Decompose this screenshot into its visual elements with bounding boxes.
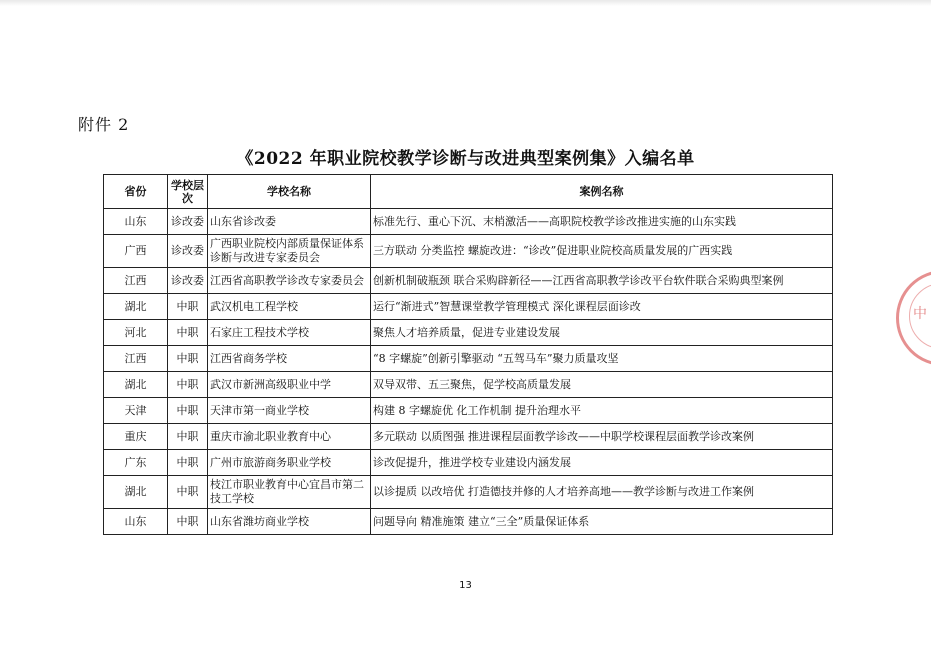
cell-case: 多元联动 以质图强 推进课程层面教学诊改——中职学校课程层面教学诊改案例: [371, 424, 833, 450]
cell-level: 中职: [168, 372, 208, 398]
cell-province: 湖北: [104, 372, 168, 398]
cell-school: 石家庄工程技术学校: [208, 320, 371, 346]
header-case: 案例名称: [371, 175, 833, 209]
table-row: [104, 450, 833, 476]
cell-school: 江西省高职教学诊改专家委员会: [208, 268, 371, 294]
red-seal-stamp-icon: [896, 270, 931, 366]
cell-level: 中职: [168, 509, 208, 535]
cell-school: 枝江市职业教育中心宜昌市第二技工学校: [208, 476, 371, 509]
table-header-row: [104, 175, 833, 209]
cell-school: 广州市旅游商务职业学校: [208, 450, 371, 476]
table-row: [104, 209, 833, 235]
cell-level: 中职: [168, 424, 208, 450]
cell-level: 中职: [168, 450, 208, 476]
cell-level: 中职: [168, 320, 208, 346]
cell-case: 标准先行、重心下沉、末梢激活——高职院校教学诊改推进实施的山东实践: [371, 209, 833, 235]
cell-case: “8 字螺旋”创新引擎驱动 “五驾马车”聚力质量攻坚: [371, 346, 833, 372]
cell-case: 双导双带、五三聚焦，促学校高质量发展: [371, 372, 833, 398]
cell-level: 中职: [168, 398, 208, 424]
cell-school: 广西职业院校内部质量保证体系诊断与改进专家委员会: [208, 235, 371, 268]
cell-level: 诊改委: [168, 209, 208, 235]
cell-case: 运行“渐进式”智慧课堂教学管理模式 深化课程层面诊改: [371, 294, 833, 320]
cell-case: 以诊提质 以改培优 打造德技并修的人才培养高地——教学诊断与改进工作案例: [371, 476, 833, 509]
table-row: [104, 320, 833, 346]
cell-level: 中职: [168, 346, 208, 372]
cell-province: 山东: [104, 209, 168, 235]
table-row: [104, 294, 833, 320]
page-number: 13: [459, 580, 472, 591]
table-row: [104, 372, 833, 398]
cell-case: 聚焦人才培养质量，促进专业建设发展: [371, 320, 833, 346]
page-edge: [0, 0, 931, 6]
table-row: [104, 235, 833, 268]
table-row: [104, 476, 833, 509]
cell-province: 湖北: [104, 476, 168, 509]
cell-province: 江西: [104, 268, 168, 294]
table-row: [104, 268, 833, 294]
seal-glyph: 中: [913, 306, 927, 322]
cell-school: 山东省诊改委: [208, 209, 371, 235]
cell-case: 创新机制破瓶颈 联合采购辟新径——江西省高职教学诊改平台软件联合采购典型案例: [371, 268, 833, 294]
header-school: 学校名称: [208, 175, 371, 209]
cell-case: 诊改促提升，推进学校专业建设内涵发展: [371, 450, 833, 476]
table-row: [104, 424, 833, 450]
cell-level: 诊改委: [168, 268, 208, 294]
cell-province: 河北: [104, 320, 168, 346]
cell-province: 山东: [104, 509, 168, 535]
cell-case: 构建 8 字螺旋优 化工作机制 提升治理水平: [371, 398, 833, 424]
cell-school: 天津市第一商业学校: [208, 398, 371, 424]
cell-school: 江西省商务学校: [208, 346, 371, 372]
header-level: 学校层次: [168, 175, 208, 209]
cell-province: 广东: [104, 450, 168, 476]
header-province: 省份: [104, 175, 168, 209]
table-row: [104, 398, 833, 424]
attachment-label: 附件 2: [78, 115, 130, 134]
cell-province: 重庆: [104, 424, 168, 450]
cell-level: 中职: [168, 476, 208, 509]
cell-province: 天津: [104, 398, 168, 424]
cell-case: 问题导向 精准施策 建立“三全”质量保证体系: [371, 509, 833, 535]
cell-province: 广西: [104, 235, 168, 268]
cell-level: 诊改委: [168, 235, 208, 268]
cell-level: 中职: [168, 294, 208, 320]
cell-province: 江西: [104, 346, 168, 372]
table-row: [104, 346, 833, 372]
cell-school: 武汉市新洲高级职业中学: [208, 372, 371, 398]
cell-school: 重庆市渝北职业教育中心: [208, 424, 371, 450]
document-title: 《2022 年职业院校教学诊断与改进典型案例集》入编名单: [236, 149, 695, 169]
roster-table: [103, 174, 833, 535]
cell-school: 山东省潍坊商业学校: [208, 509, 371, 535]
cell-case: 三方联动 分类监控 螺旋改进：“诊改”促进职业院校高质量发展的广西实践: [371, 235, 833, 268]
table-row: [104, 509, 833, 535]
cell-province: 湖北: [104, 294, 168, 320]
cell-school: 武汉机电工程学校: [208, 294, 371, 320]
